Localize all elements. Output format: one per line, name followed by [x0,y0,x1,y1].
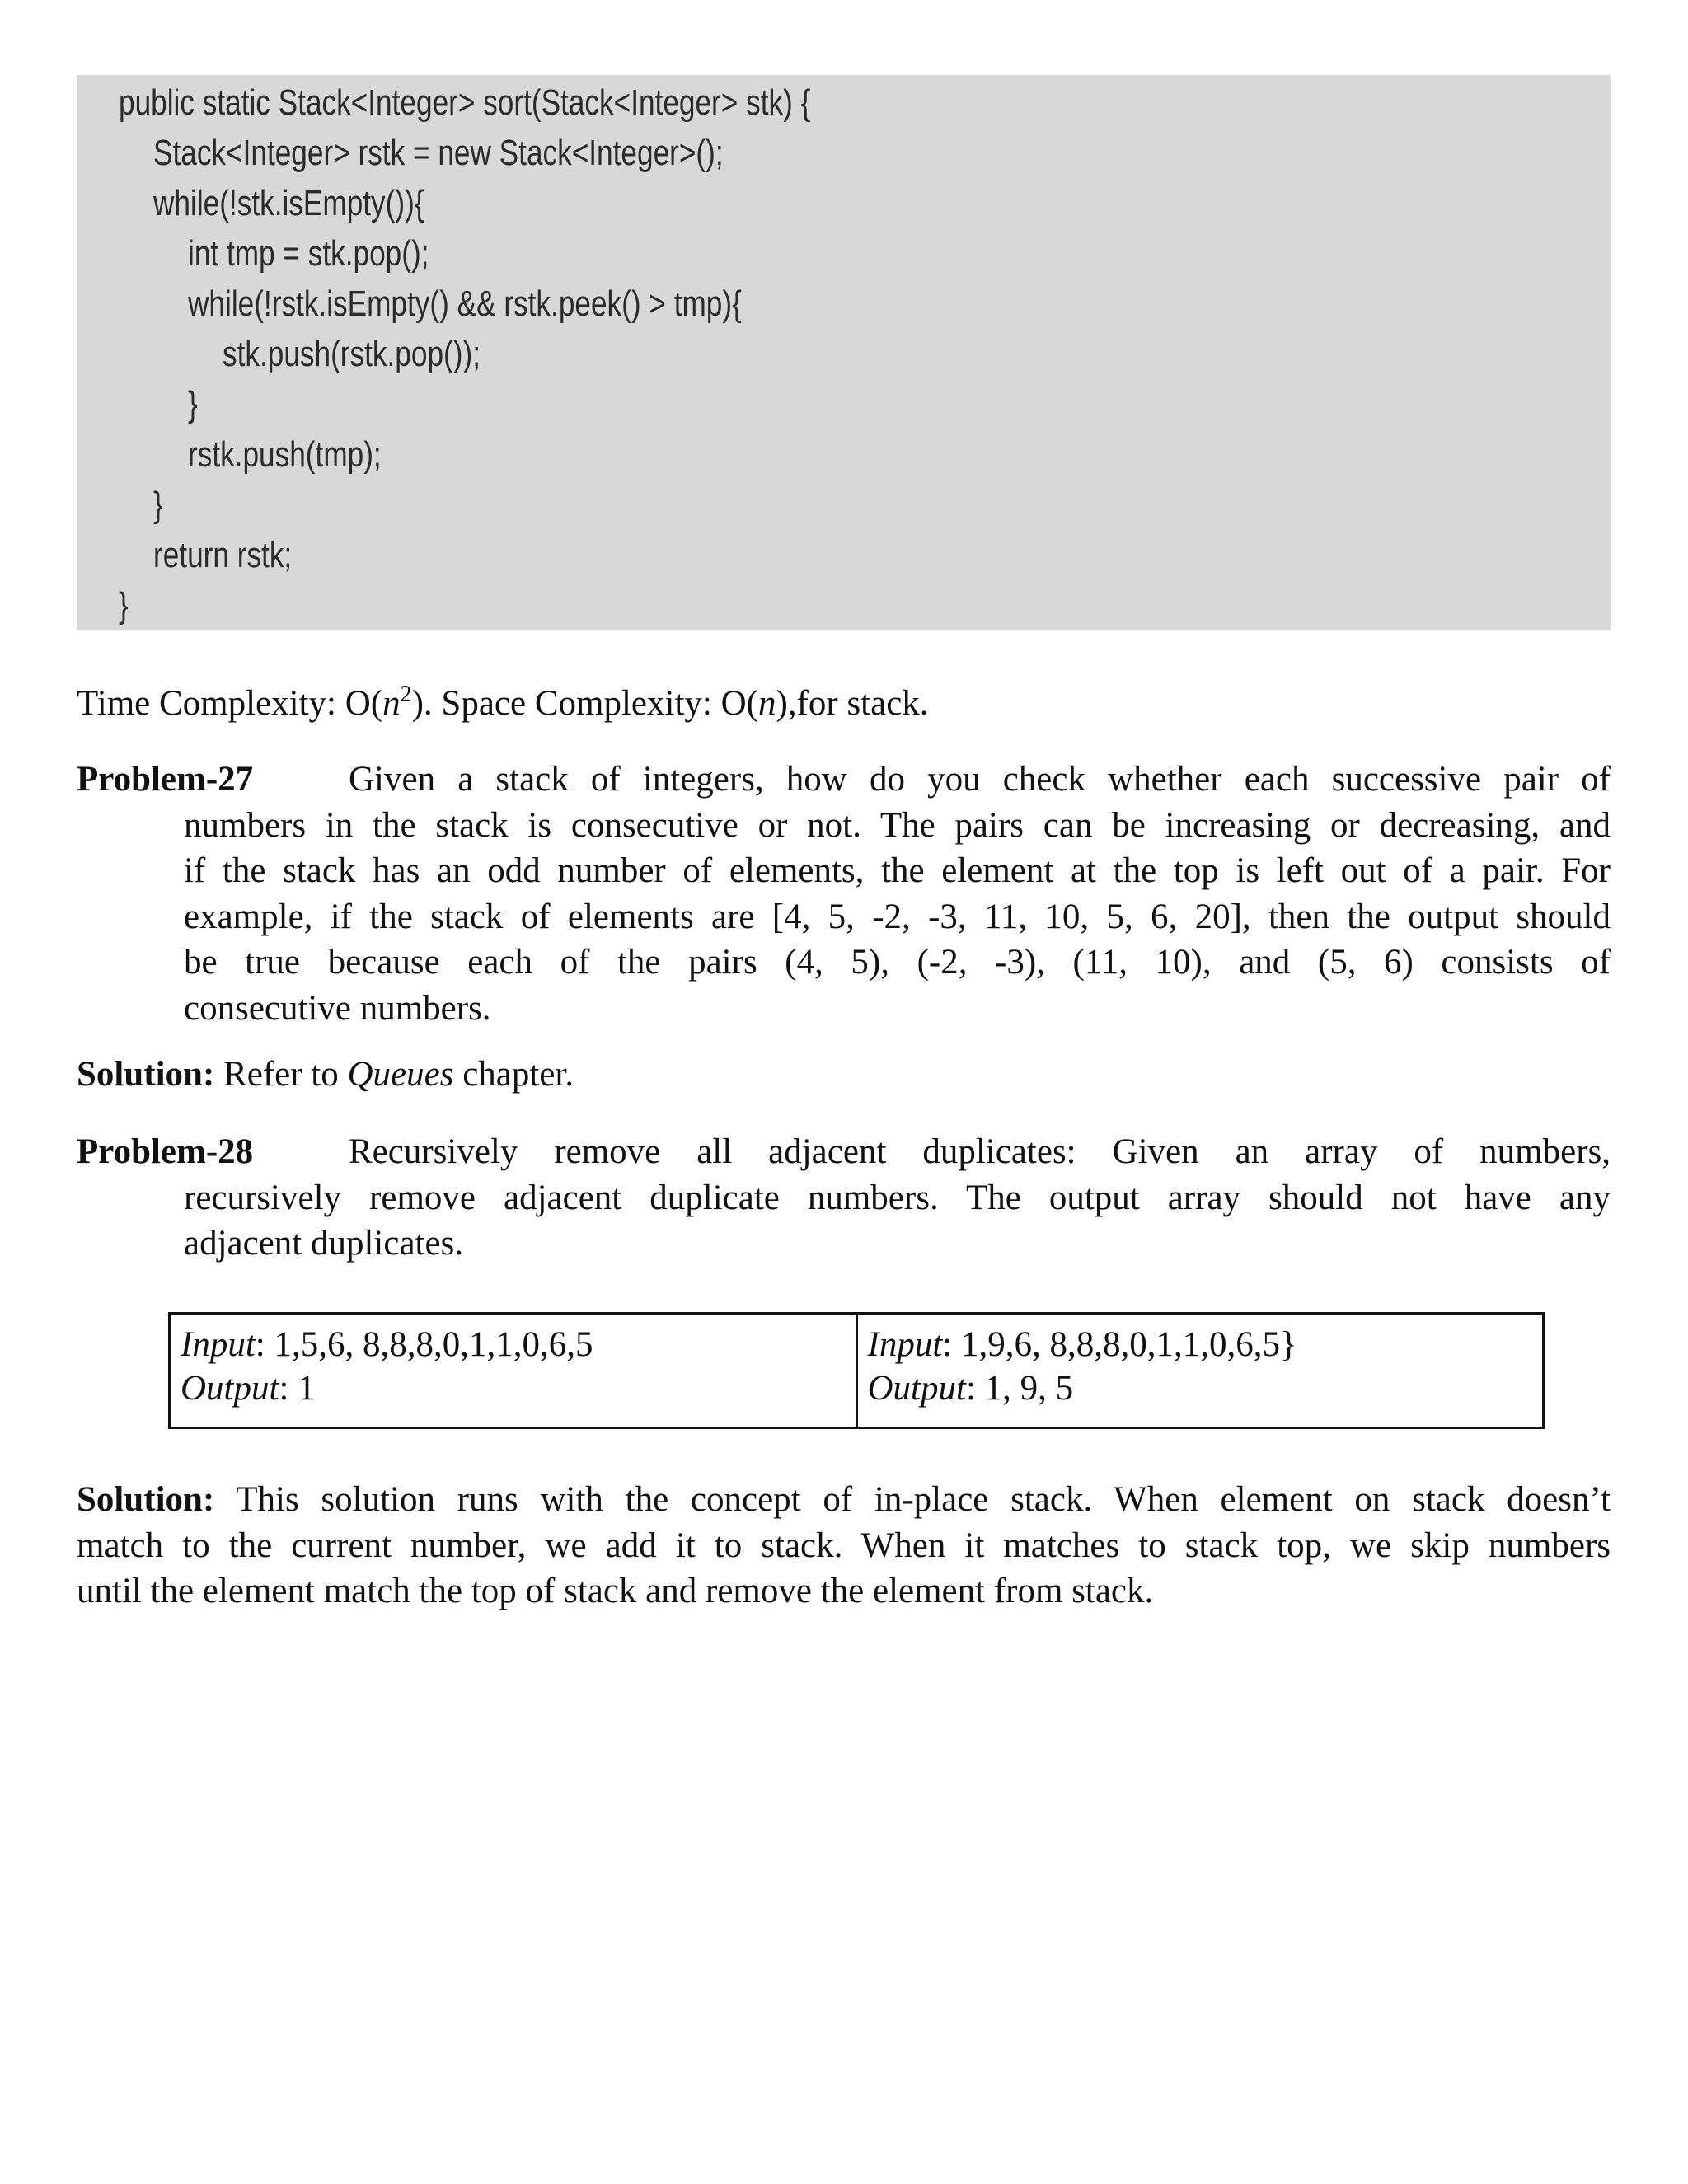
problem-28-text [77,1129,1611,1267]
problem-27-line: be true because each of the pairs (4, 5), (-2, -3), (11, 10), and (5, 6) consists of [184,943,1611,982]
output-value: : 1 [279,1369,316,1408]
complexity-suffix: ),for stack. [776,684,929,723]
complexity-variable: n [757,684,776,723]
solution-28-label: Solution: [77,1480,215,1519]
example-output [868,1366,1543,1410]
problem-27-line: Given a stack of integers, how do you check whether each successive pair of [349,760,1611,799]
solution-28-line: until the element match the top of stack and remove the element from stack. [77,1572,1154,1610]
problem-28-label: Problem-28 [77,1132,254,1171]
problem-28-line: recursively remove adjacent duplicate numbers. The output array should not have any [184,1178,1611,1217]
complexity-variable: n [382,684,401,723]
output-label: Output [867,1369,966,1408]
output-label: Output [181,1369,279,1408]
complexity-line [77,681,929,726]
problem-27-text [77,757,1611,1031]
solution-28-line [77,1477,1611,1523]
input-value: : 1,5,6, 8,8,8,0,1,1,0,6,5 [255,1325,593,1364]
code-line: rstk.push(tmp); [188,434,382,475]
problem-27-line: numbers in the stack is consecutive or not. The pairs can be increasing or decreasing, and [184,805,1611,845]
solution-27 [77,1052,574,1097]
problem-27-line: if the stack has an odd number of elements, the element at the top is left out of a pair. For [184,851,1611,890]
code-line: return rstk; [153,535,293,575]
example-cell [171,1315,856,1427]
code-line: Stack<Integer> rstk = new Stack<Integer>(); [153,133,724,173]
problem-27-line: example, if the stack of elements are [4, 5, -2, -3, 11, 10, 5, 6, 20], then the output should [184,897,1611,936]
code-line: } [153,485,163,525]
solution-27-before: Refer to [214,1055,348,1094]
example-input [868,1323,1543,1366]
examples-table [168,1312,1545,1429]
input-label: Input [181,1325,256,1364]
example-input [181,1323,856,1366]
code-line: stk.push(rstk.pop()); [223,334,481,374]
code-line: public static Stack<Integer> sort(Stack<Integer> stk) { [119,82,811,123]
solution-28-text [77,1477,1611,1615]
problem-28-line: adjacent duplicates. [184,1224,464,1263]
example-cell [856,1315,1543,1427]
complexity-middle: ). Space Complexity: O( [411,684,758,723]
complexity-exponent: 2 [400,682,412,707]
code-line: while(!stk.isEmpty()){ [153,183,424,223]
code-line: int tmp = stk.pop(); [188,233,429,274]
solution-27-label: Solution: [77,1055,215,1094]
problem-28-line: Recursively remove all adjacent duplicates: Given an array of numbers, [349,1132,1611,1171]
code-line: } [119,585,129,626]
solution-27-after: chapter. [453,1055,574,1094]
solution-27-chapter-link: Queues [347,1055,454,1094]
example-output [181,1366,856,1410]
code-line: } [188,384,198,424]
output-value: : 1, 9, 5 [965,1369,1074,1408]
problem-27-label: Problem-27 [77,760,254,799]
code-line: while(!rstk.isEmpty() && rstk.peek() > tmp){ [188,284,742,324]
code-block [77,75,1611,630]
complexity-prefix: Time Complexity: O( [77,684,383,723]
solution-28-line: match to the current number, we add it to stack. When it matches to stack top, we skip numbers [77,1526,1611,1565]
solution-28-line-text: This solution runs with the concept of in-place stack. When element on stack doesn’t [214,1480,1611,1519]
input-value: : 1,9,6, 8,8,8,0,1,1,0,6,5} [942,1325,1297,1364]
problem-27-line: consecutive numbers. [184,988,491,1028]
input-label: Input [867,1325,943,1364]
